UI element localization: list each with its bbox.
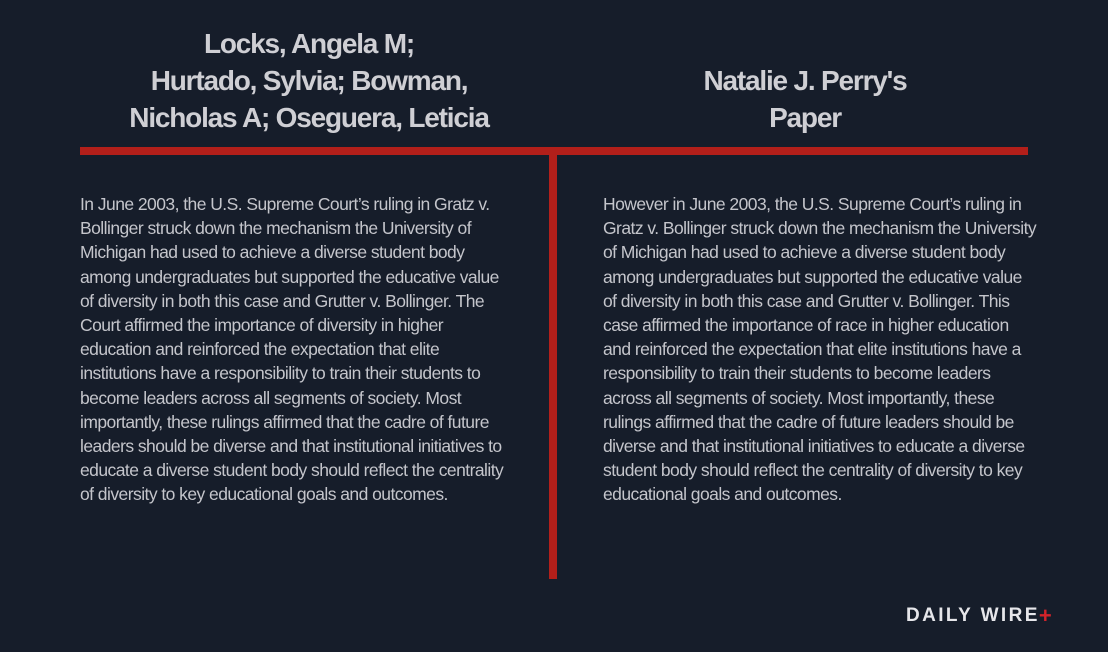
left-heading-line: Locks, Angela M; <box>203 28 415 59</box>
vertical-divider <box>549 147 557 579</box>
right-column-body: However in June 2003, the U.S. Supreme Court’s ruling in Gratz v. Bollinger struck down the mechanism the University of Michigan had used to achieve a diverse student body among undergraduates but supported the educative value of diversity in both this case and Grutter v. Bollinger. This case affirmed the importance of race in higher education and reinforced the expectation that elite institutions have a responsibility to train their students to become leaders across all segments of society. Most importantly, these rulings affirmed that the cadre of future leaders should be diverse and that institutional initiatives to educate a diverse student body should reflect the centrality of diversity to key educational goals and outcomes. <box>603 194 1037 505</box>
left-column-body: In June 2003, the U.S. Supreme Court’s ruling in Gratz v. Bollinger struck down the mechanism the University of Michigan had used to achieve a diverse student body among undergraduates but supported the educative value of diversity in both this case and Grutter v. Bollinger. The Court affirmed the importance of diversity in higher education and reinforced the expectation that elite institutions have a responsibility to train their students to become leaders across all segments of society. Most importantly, these rulings affirmed that the cadre of future leaders should be diverse and that institutional initiatives to educate a diverse student body should reflect the centrality of diversity to key educational goals and outcomes. <box>80 194 504 505</box>
logo-wordmark: DAILY WIRE <box>906 605 1040 626</box>
plus-icon: + <box>1038 603 1052 628</box>
left-column-heading <box>80 25 538 136</box>
right-heading-line: Paper <box>769 102 841 133</box>
right-column-heading <box>580 62 1030 136</box>
right-heading-line: Natalie J. Perry's <box>703 65 907 96</box>
daily-wire-logo <box>906 605 1052 627</box>
left-heading-line: Nicholas A; Oseguera, Leticia <box>129 102 489 133</box>
left-heading-line: Hurtado, Sylvia; Bowman, <box>150 65 468 96</box>
